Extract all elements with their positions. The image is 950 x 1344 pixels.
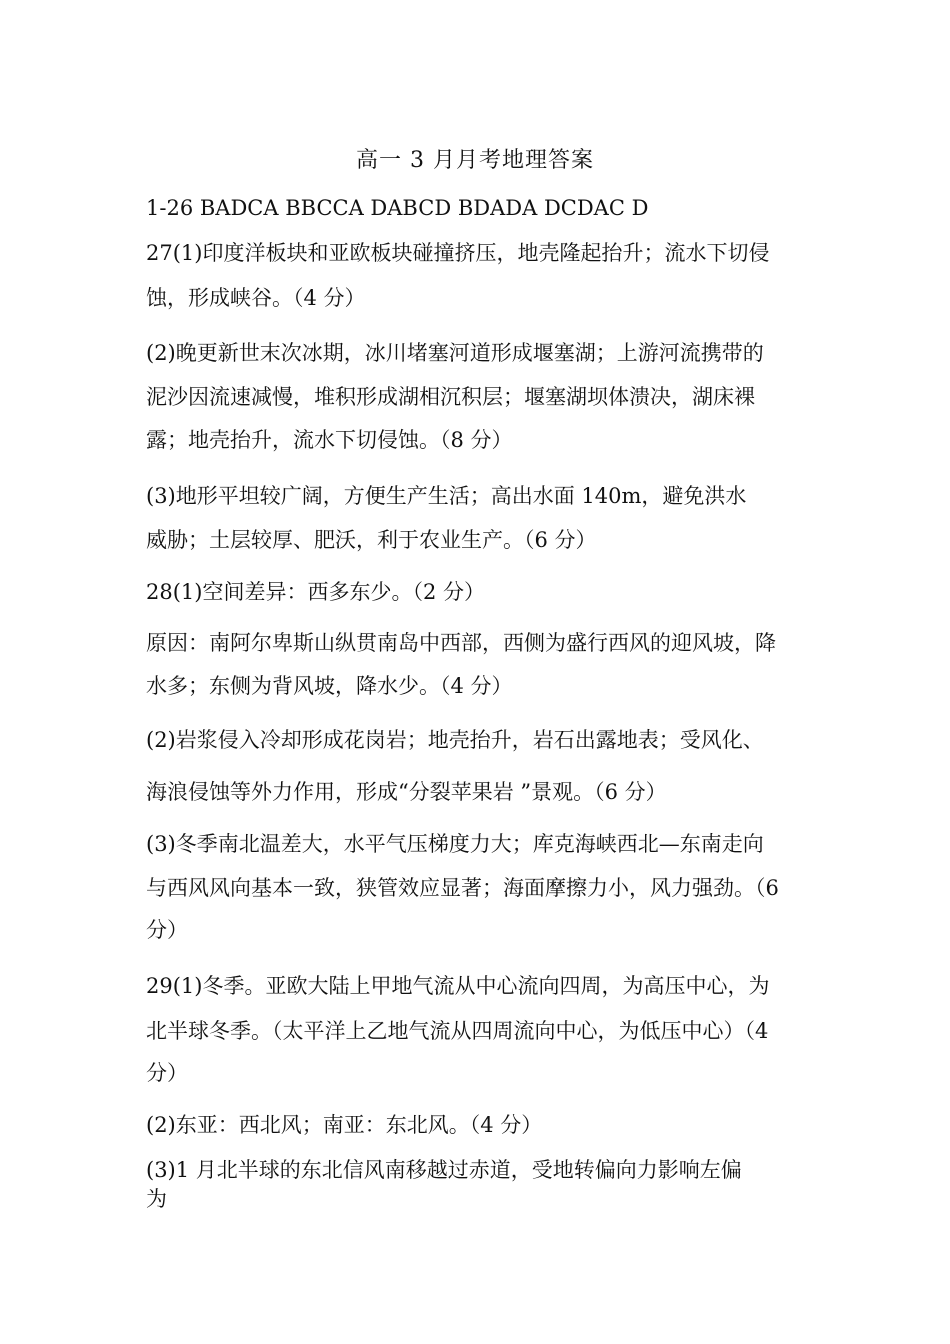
answer-line-28-1c: 水多；东侧为背风坡，降水少。（4 分） xyxy=(146,674,513,698)
answer-line-28-1b: 原因：南阿尔卑斯山纵贯南岛中西部，西侧为盛行西风的迎风坡，降 xyxy=(146,631,776,655)
answer-line-27-3a: (3)地形平坦较广阔，方便生产生活；高出水面 140m，避免洪水 xyxy=(146,484,747,508)
answer-line-29-1c: 分） xyxy=(146,1061,188,1085)
answer-line-27-2c: 露；地壳抬升，流水下切侵蚀。（8 分） xyxy=(146,428,513,452)
answer-line-27-1a: 27(1)印度洋板块和亚欧板块碰撞挤压，地壳隆起抬升；流水下切侵 xyxy=(146,241,770,265)
answer-line-mc: 1-26 BADCA BBCCA DABCD BDADA DCDAC D xyxy=(146,196,649,220)
answer-line-27-2b: 泥沙因流速减慢，堆积形成湖相沉积层；堰塞湖坝体溃决，湖床裸 xyxy=(146,385,755,409)
answer-line-28-2b: 海浪侵蚀等外力作用，形成“分裂苹果岩 ”景观。（6 分） xyxy=(146,780,667,804)
answer-line-28-2a: (2)岩浆侵入冷却形成花岗岩；地壳抬升，岩石出露地表；受风化、 xyxy=(146,728,764,752)
answer-line-29-1b: 北半球冬季。（太平洋上乙地气流从四周流向中心，为低压中心）（4 xyxy=(146,1019,769,1043)
answer-line-27-1b: 蚀，形成峡谷。（4 分） xyxy=(146,286,366,310)
answer-line-27-2a: (2)晚更新世末次冰期，冰川堵塞河道形成堰塞湖；上游河流携带的 xyxy=(146,341,764,365)
answer-line-28-3b: 与西风风向基本一致，狭管效应显著；海面摩擦力小，风力强劲。（6 xyxy=(146,876,779,900)
answer-line-28-3a: (3)冬季南北温差大，水平气压梯度力大；库克海峡西北—东南走向 xyxy=(146,832,764,856)
answer-line-27-3b: 威胁；土层较厚、肥沃，利于农业生产。（6 分） xyxy=(146,528,597,552)
answer-line-28-3c: 分） xyxy=(146,918,188,942)
answer-line-29-2: (2)东亚：西北风；南亚：东北风。（4 分） xyxy=(146,1113,543,1137)
answer-line-29-3a: (3)1 月北半球的东北信风南移越过赤道，受地转偏向力影响左偏 xyxy=(146,1158,742,1182)
answer-line-29-3b: 为 xyxy=(146,1187,167,1211)
page-title: 高一 3 月月考地理答案 xyxy=(356,148,594,173)
answer-line-29-1a: 29(1)冬季。亚欧大陆上甲地气流从中心流向四周，为高压中心，为 xyxy=(146,974,770,998)
answer-line-28-1a: 28(1)空间差异：西多东少。（2 分） xyxy=(146,580,486,604)
